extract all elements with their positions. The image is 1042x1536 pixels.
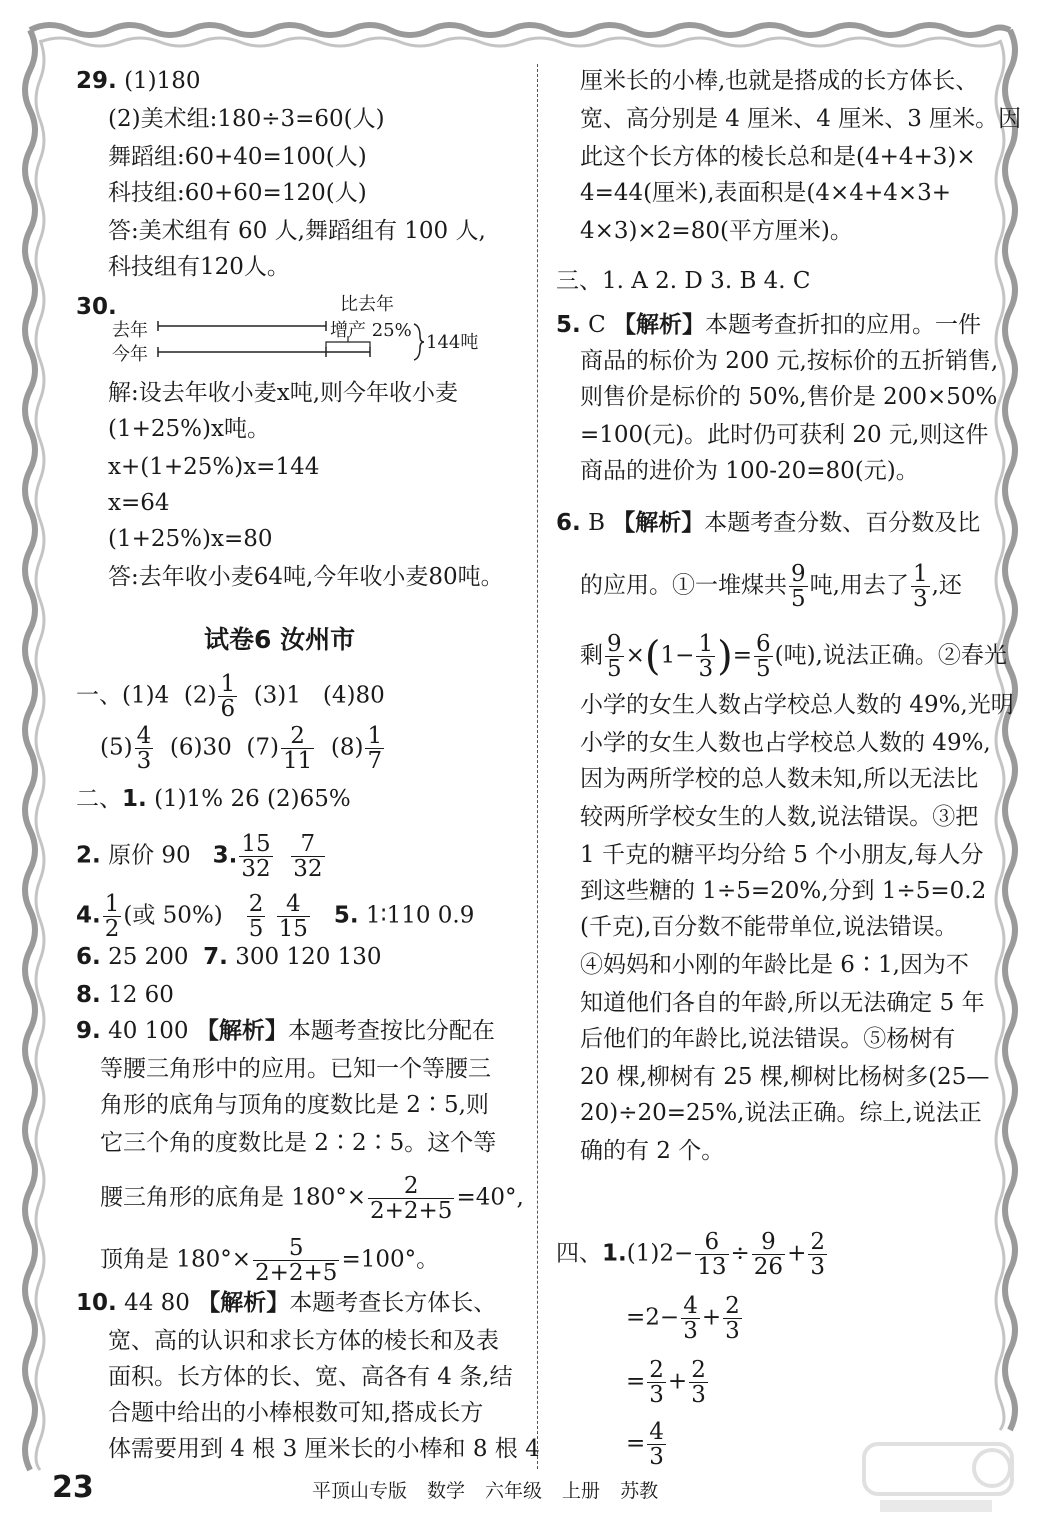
q29-line2: (2)美术组:180÷3=60(人) [108,106,385,132]
q29-line5: 答:美术组有 60 人,舞蹈组有 100 人, [108,218,486,244]
part4-step2: =2− $\frac{4}{3}$ + $\frac{2}{3}$ [626,1293,740,1344]
r-q6-line13: 后他们的年龄比,说法错误。⑤杨树有 [580,1026,956,1052]
part2-q10-line5: 体需要用到 4 根 3 厘米长的小棒和 8 根 4 [108,1436,540,1462]
q29-line1: 29. (1)180 [76,68,201,94]
r-q5-line3: 则售价是标价的 50%,售价是 200×50% [580,384,998,410]
q30-number: 30. [76,294,117,320]
r-q5-line5: 商品的进价为 100-20=80(元)。 [580,458,919,484]
r-line5: 4×3)×2=80(平方厘米)。 [580,218,853,244]
r-q5-line1: 5. C 【解析】本题考查折扣的应用。一件 [556,312,981,338]
r-line1: 厘米长的小棒,也就是搭成的长方体长、 [580,68,979,94]
q30-line6: 答:去年收小麦64吨,今年收小麦80吨。 [108,564,504,590]
part2-q2-q3: 2. 原价 90 3. $\frac{15}{32}$ $\frac{7}{32}$ [76,831,323,882]
part2-q9-line2: 等腰三角形中的应用。已知一个等腰三 [100,1056,491,1082]
r-q6-line12: 知道他们各自的年龄,所以无法确定 5 年 [580,990,985,1016]
r-q5-line4: =100(元)。此时仍可获利 20 元,则这件 [580,422,989,448]
r-line4: 4=44(厘米),表面积是(4×4+4×3+ [580,180,952,206]
q29-line3: 舞蹈组:60+40=100(人) [108,144,367,170]
part1-row1: 一、(1)4 (2) $\frac{1}{6}$ (3)1 (4)80 [76,671,385,722]
r-q6-line1: 6. B 【解析】本题考查分数、百分数及比 [556,510,981,536]
q30-line5: (1+25%)x=80 [108,526,273,552]
r-q6-line7: 较两所学校女生的人数,说法错误。③把 [580,804,979,830]
part4-step3: = $\frac{2}{3}$ + $\frac{2}{3}$ [626,1357,706,1408]
r-q6-line2: 的应用。①一堆煤共 $\frac{9}{5}$ 吨,用去了 $\frac{1}{3}$ ,还 [580,561,962,612]
section-title: 试卷6 汝州市 [204,625,356,654]
column-divider [537,64,538,1469]
q29-line6: 科技组有120人。 [108,254,290,280]
r-q6-line9: 到这些糖的 1÷5=20%,分到 1÷5=0.2 [580,878,987,904]
q30-line4: x=64 [108,490,170,516]
r-q6-line3: 剩 $\frac{9}{5}$ ×(1− $\frac{1}{3}$ )= $\frac{6}{5}$ (吨),说法正确。②春光 [580,631,1007,682]
part3-answers: 三、1. A 2. D 3. B 4. C [556,268,811,294]
part2-q8: 8. 12 60 [76,982,174,1008]
diagram-label-total: 144吨 [426,332,479,353]
r-q6-line11: ④妈妈和小刚的年龄比是 6∶1,因为不 [580,952,969,978]
q29-line4: 科技组:60+60=120(人) [108,180,367,206]
r-q6-line8: 1 千克的糖平均分给 5 个小朋友,每人分 [580,842,984,868]
r-q6-line15: 20)÷20=25%,说法正确。综上,说法正 [580,1100,982,1126]
q30-line1: 解:设去年收小麦x吨,则今年收小麦 [108,380,459,406]
page-number: 23 [52,1470,94,1505]
part2-q9-line3: 角形的底角与顶角的度数比是 2∶5,则 [100,1092,489,1118]
r-q6-line10: (千克),百分数不能带单位,说法错误。 [580,914,958,940]
part2-q6-q7: 6. 25 200 7. 300 120 130 [76,944,382,970]
part4-step1: 四、1.(1)2− $\frac{6}{13}$ ÷ $\frac{9}{26}$ + $\frac{2}{3}$ [556,1229,825,1280]
part2-q1: 二、1. (1)1% 26 (2)65% [76,786,351,812]
q30-line2: (1+25%)x吨。 [108,416,270,442]
part2-q10-line3: 面积。长方体的长、宽、高各有 4 条,结 [108,1364,513,1390]
part2-q10-line1: 10. 44 80 【解析】本题考查长方体长、 [76,1290,497,1316]
part2-q4-q5: 4. $\frac{1}{2}$ (或 50%) $\frac{2}{5}$ $\frac{4}{15}$ 5. 1∶110 0.9 [76,891,475,942]
diagram-label-this-year: 今年 [112,344,148,365]
footer-info: 平顶山专版 数学 六年级 上册 苏教 [312,1480,659,1502]
r-line3: 此这个长方体的棱长总和是(4+4+3)× [580,144,976,170]
part2-q10-line4: 合题中给出的小棒根数可知,搭成长方 [108,1400,484,1426]
part1-row2: (5) $\frac{4}{3}$ (6)30 (7) $\frac{2}{11}$ (8) $\frac{1}{7}$ [100,723,383,774]
part2-q9-line5: 腰三角形的底角是 180°× $\frac{2}{2+2+5}$ =40°, [100,1173,524,1224]
r-q6-line16: 确的有 2 个。 [580,1138,725,1164]
part2-q9-line1: 9. 40 100 【解析】本题考查按比分配在 [76,1018,495,1044]
r-q6-line5: 小学的女生人数也占学校总人数的 49%, [580,730,991,756]
watermark-logo [860,1438,1016,1518]
r-line2: 宽、高分别是 4 厘米、4 厘米、3 厘米。因 [580,106,1022,132]
part4-step4: = $\frac{4}{3}$ [626,1419,664,1470]
q30-diagram [108,290,508,370]
q30-line3: x+(1+25%)x=144 [108,454,320,480]
r-q6-line14: 20 棵,柳树有 25 棵,柳树比杨树多(25— [580,1064,990,1090]
r-q5-line2: 商品的标价为 200 元,按标价的五折销售, [580,348,999,374]
diagram-label-compare: 比去年 [340,294,394,315]
r-q6-line6: 因为两所学校的总人数未知,所以无法比 [580,766,979,792]
diagram-label-increase: 增产 25% [330,320,412,341]
part2-q9-line6: 顶角是 180°× $\frac{5}{2+2+5}$ =100°。 [100,1235,440,1286]
part2-q9-line4: 它三个角的度数比是 2∶2∶5。这个等 [100,1130,497,1156]
diagram-label-last-year: 去年 [112,320,148,341]
r-q6-line4: 小学的女生人数占学校总人数的 49%,光明 [580,692,1014,718]
diagram-segments [108,290,438,370]
part2-q10-line2: 宽、高的认识和求长方体的棱长和及表 [108,1328,499,1354]
